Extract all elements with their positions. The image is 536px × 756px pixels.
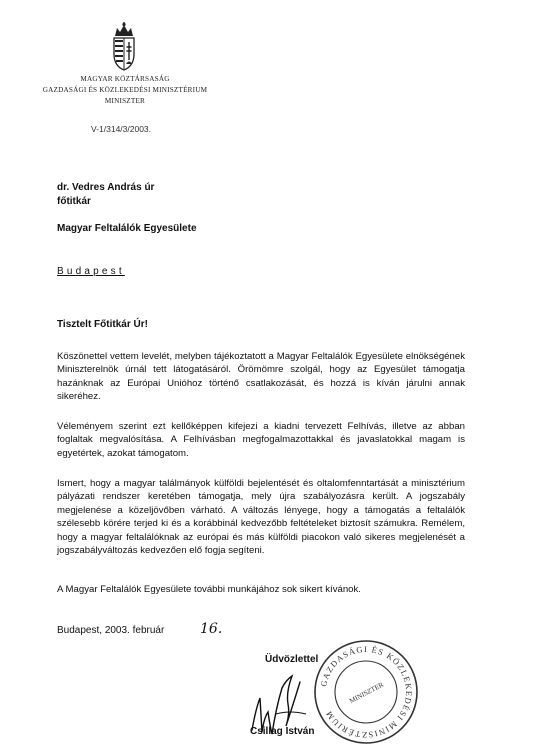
official-stamp [312,638,420,746]
body-paragraph: Ismert, hogy a magyar találmányok külföldi bejelentését és oltalomfenntartását a minisztérium pályázati rendszer keretében támogatja, mely újra szabályozásra került. A jogszabály megjelenése a közeljövőben várható. A változás lényege, hogy a támogatás a feltalálók szélesebb körére terjed ki és a korábbinál kedvezőbb feltételeket biztosít számukra. Remélem, hogy a magyar feltalálóknak az európai és más külföldi piacokon való sikeres megjelenését a jogszabályváltozás kedvezően elő fogja segíteni. [57,478,465,557]
svg-text:GAZDASÁGI ÉS KÖZLEKEDÉSI MINIS: GAZDASÁGI ÉS KÖZLEKEDÉSI MINISZTÉRIUM [319,644,414,740]
ministry-country: MAGYAR KÖZTÁRSASÁG [80,75,170,83]
body-paragraph: Köszönettel vettem levelét, melyben tájékoztatott a Magyar Feltalálók Egyesülete elnökségének Miniszterelnök úrnál tett látogatásáról. Örömömre szolgál, hogy az Egyesület támogatja hazánknak az Európai Unióhoz történő csatlakozását, és hozzá is kíván járulni annak sikeréhez. [57,351,465,403]
svg-text:MINISZTER: MINISZTER [348,680,385,706]
letter-date: Budapest, 2003. február [57,625,165,636]
recipient-organization: Magyar Feltalálók Egyesülete [57,223,197,234]
ministry-position: MINISZTER [104,97,146,105]
body-paragraph: Véleményem szerint ezt kellőképpen kifejezi a kiadni tervezett Felhívás, illetve az abban foglaltak megvalósítása. A Felhívásban megfogalmazottakkal és javaslatokkal magam is egyetértek, azokat támogatom. [57,421,465,459]
body-paragraph: A Magyar Feltalálók Egyesülete további munkájához sok sikert kívánok. [57,584,361,595]
hungarian-coat-of-arms-icon [108,22,140,72]
recipient-name: dr. Vedres András úr [57,182,155,193]
signatory-name: Csillag István [250,726,315,737]
handwritten-day [200,619,226,639]
svg-text:16.: 16. [200,621,223,637]
reference-number: V-1/314/3/2003. [91,124,152,134]
salutation: Tisztelt Főtitkár Úr! [57,319,148,330]
ministry-letterhead [20,74,230,107]
recipient-city: Budapest [57,266,125,277]
recipient-title: főtitkár [57,196,91,207]
ministry-name: GAZDASÁGI ÉS KÖZLEKEDÉSI MINISZTÉRIUM [42,86,208,94]
closing-greeting: Üdvözlettel [265,654,319,665]
